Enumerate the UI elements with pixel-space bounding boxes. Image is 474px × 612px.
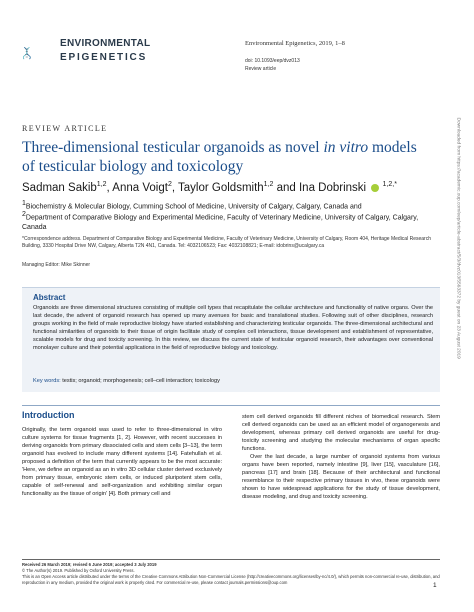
abstract-heading: Abstract: [33, 293, 66, 302]
managing-editor: Managing Editor: Mike Skinner: [22, 262, 91, 268]
logo-text-line2: EPIGENETICS: [60, 52, 148, 63]
download-watermark-text: Downloaded from https://academic.oup.com/eep/article-abstract/5/3/dvz013/5563372 by guest on 23 August 2019: [455, 117, 461, 359]
footer-notes: [22, 562, 440, 586]
received-dates: Received 26 March 2019; revised 6 June 2019; accepted 3 July 2019: [22, 562, 157, 567]
footer-divider: [22, 559, 440, 560]
logo-text-line1: ENVIRONMENTAL: [60, 38, 151, 49]
affiliation-sup: 1: [22, 200, 26, 207]
license-text: This is an Open Access article distributed under the terms of the Creative Commons Attribution Non-Commercial License (http://creativecommons.org/licenses/by-nc/4.0/), which permits non-commercial re-use, distribution, and reproduction in any medium, provided the original work is properly cited. For commercial re-use, please contact journals.permissions@oup.com: [22, 574, 440, 585]
author-name[interactable]: Ina Dobrinski: [298, 181, 367, 194]
author-sup: 1,2: [96, 181, 107, 188]
dna-helix-logo-icon: [23, 47, 30, 59]
affiliation-sup: 2: [22, 211, 26, 218]
orcid-icon[interactable]: [371, 184, 379, 192]
keywords-text: testis; organoid; morphogenesis; cell–cell interaction; toxicology: [60, 378, 220, 384]
section-divider: [22, 405, 440, 406]
abstract-text: Organoids are three dimensional structures consisting of multiple cell types that recapitulate the cellular architecture and functionality of native organs. Over the last decade, the advent of organoid research has opened up many avenues for basic and translational studies. Following suit of other disciplines, research groups working in the field of male reproductive biology have started establishing and characterizing testicular organoids. The three-dimensional architectural and functional similarities of organoids to their tissue of origin facilitate study of complex cell interactions, tissue development and establishment of representative, scalable models for drug and toxicity screening. In this review, we discuss the current state of testicular organoid research, their advantages over conventional monolayer culture and their potential applications in the field of reproductive biology and toxicology.: [33, 305, 433, 351]
correspondence-address: *Correspondence address. Department of Comparative Biology and Experimental Medicine, Faculty of Veterinary Medicine, University of Calgary, Room 404, Heritage Medical Research Building, 3330 Hospital Drive NW, Calgary, Alberta T2N 4N1, Canada. Tel: 4032106523; Fax: 4032108821; E-mail: idobrins@ucalgary.ca: [22, 236, 431, 249]
paragraph: stem cell derived organoids fill different niches of biomedical research. Stem cell derived organoids can be used as an efficient model of organogenesis and development, whereas primary cell derived organoids are useful for drug-toxicity screening and studying the molecular mechanisms of organ specific functions.: [242, 414, 440, 452]
author-name[interactable]: Anna Voigt: [112, 181, 168, 194]
title-part1: Three-dimensional testicular organoids as novel: [22, 139, 320, 156]
body-column-right: [242, 413, 440, 501]
author-sup: 1,2,*: [382, 181, 397, 188]
article-title: [22, 138, 422, 176]
affiliation-text: Department of Comparative Biology and Experimental Medicine, Faculty of Veterinary Medicine, University of Calgary, Calgary, Canada: [22, 214, 419, 231]
author-name[interactable]: Taylor Goldsmith: [178, 181, 264, 194]
paragraph: Over the last decade, a large number of organoid systems from various organs have been reported, namely intestine [9], liver [15], vasculature [16], pancreas [17] and brain [18]. Because of their architectural and functional resemblance to their respective primary tissues in vivo, these organoids were shown to have widespread applications for the study of tissue development, disease modeling, and drug and toxicity screening.: [242, 454, 440, 500]
affiliation-text: Biochemistry & Molecular Biology, Cumming School of Medicine, University of Calgary, Calgary, Canada and: [25, 203, 362, 211]
author-name[interactable]: Sadman Sakib: [22, 181, 97, 194]
title-italic: in vitro: [323, 139, 369, 156]
article-type: Review article: [245, 66, 277, 72]
download-watermark: [448, 117, 461, 580]
journal-logo: [22, 28, 62, 78]
introduction-heading: Introduction: [22, 410, 75, 420]
paragraph: Originally, the term organoid was used to refer to three-dimensional in vitro culture systems for tissue fragments [1, 2]. However, with recent successes in deriving organoids from primary dissociated cells and stem cells [3–13], the term organoid has evolved to include many different systems [14]. Fatehullah et al. proposed a definition of the term that currently appears to be the most accurate: 'Here, we define an organoid as an in vitro 3D cellular cluster derived exclusively from primary tissue, embryonic stem cells, or induced pluripotent stem cells, capable of self-renewal and self-organization and exhibiting similar organ functionality as the tissue of origin' [4]. Both primary cell and: [22, 427, 222, 497]
body-column-left: [22, 426, 222, 498]
copyright: © The Author(s) 2019. Published by Oxford University Press.: [22, 568, 135, 573]
review-article-label: REVIEW ARTICLE: [22, 124, 108, 133]
author-list: Sadman Sakib$^{1,2}$, Anna Voigt$^2$, Taylor Goldsmith$^{1,2}$ and Ina Dobrinski $^{1,2,*}$: [22, 181, 397, 194]
keywords-label: Key words:: [33, 378, 61, 384]
page-number: 1: [433, 582, 437, 589]
author-sup: 1,2: [263, 181, 274, 188]
title-part2: models of testicular biology and toxicology: [22, 139, 417, 175]
author-sup: 2: [167, 181, 172, 188]
journal-citation: Environmental Epigenetics, 2019, 1–8: [245, 40, 345, 47]
affiliation-2: [22, 210, 442, 232]
keywords: [33, 378, 433, 384]
doi-link[interactable]: doi: 10.1093/eep/dvz013: [245, 58, 300, 64]
